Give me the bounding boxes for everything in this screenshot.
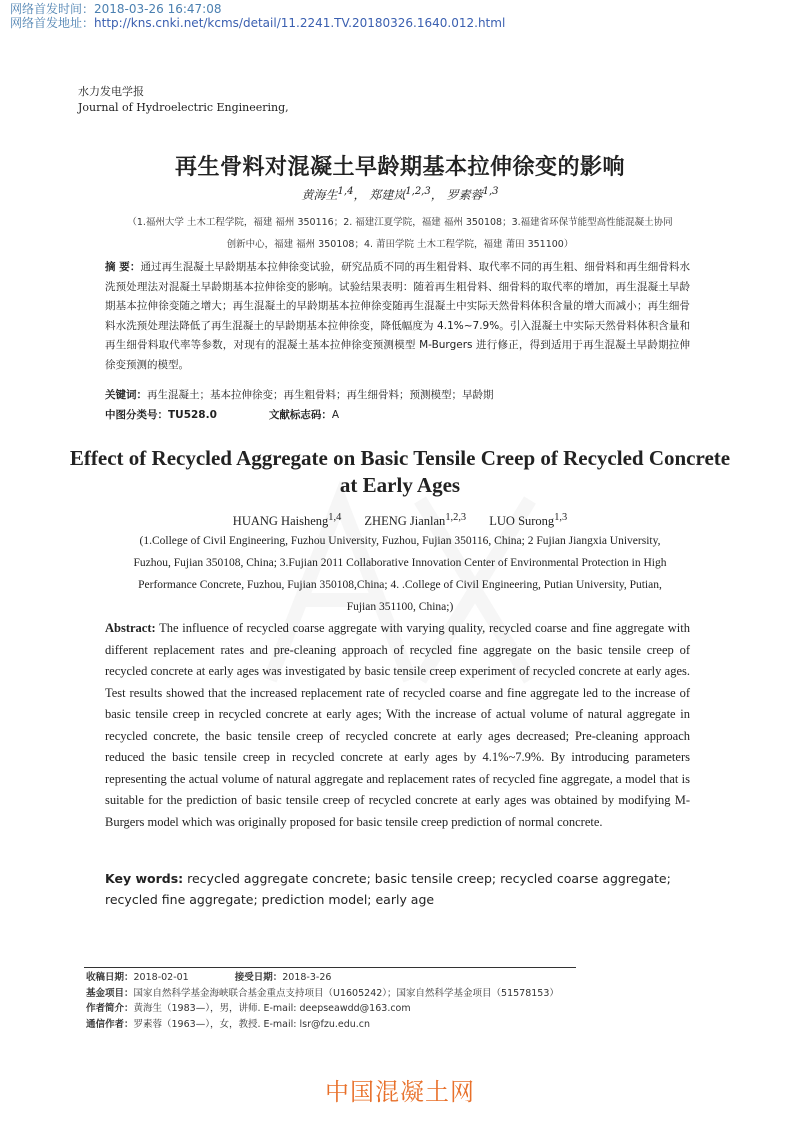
footnote-corresponding [86,1017,706,1033]
author-name: 罗素蓉 [446,188,483,202]
author-affil-sup: 1,4 [328,512,342,523]
footnote-author [86,1001,706,1017]
corresponding-text: 罗素蓉（1963—），女，教授. E-mail: lsr@fzu.edu.cn [133,1018,371,1030]
chinese-keywords [105,386,690,405]
author-affil-sup: 1,3 [554,512,568,523]
journal-name-en: Journal of Hydroelectric Engineering, [78,101,289,114]
accepted-date: 2018-3-26 [282,972,332,983]
footnote-divider [84,967,576,968]
online-first-url-link[interactable]: http://kns.cnki.net/kcms/detail/11.2241.TV.20180326.1640.012.html [94,16,506,30]
english-title: Effect of Recycled Aggregate on Basic Tensile Creep of Recycled Concrete at Early Ages [69,446,731,497]
received-date: 2018-02-01 [133,972,189,983]
affiliation-line: (1.College of Civil Engineering, Fuzhou University, Fuzhou, Fujian 350116, China; 2 Fujian Jiangxia University, [139,535,661,547]
author-affil-sup: 1,4 [337,186,354,197]
keywords-label: 关键词： [105,389,147,401]
author-name: 黄海生 [301,188,338,202]
chinese-affiliations [95,212,705,256]
fund-label: 基金项目： [86,987,134,999]
affiliation-line: Fujian 351100, China;) [346,601,454,613]
received-label: 收稿日期： [86,972,134,983]
accepted-label: 接受日期： [234,972,283,983]
footnote-fund [86,986,706,1002]
affiliation-line: Performance Concrete, Fuzhou, Fujian 350108,China; 4. .College of Civil Engineering, Putian University, Putian, [138,579,662,591]
classification-row [105,406,339,425]
footnote-dates [86,970,706,986]
online-first-url-label: 网络首发地址： [10,16,95,30]
author-name: 郑建岚 [369,188,406,202]
abstract-label: 摘 要： [105,261,141,273]
abstract-text: 通过再生混凝土早龄期基本拉伸徐变试验，研究品质不同的再生粗骨料、取代率不同的再生粗、细骨料和再生细骨料水洗预处理法对混凝土早龄期基本拉伸徐变的影响。试验结果表明：随着再生粗骨料、细骨料的取代率的增加，再生混凝土早龄期基本拉伸徐变随之增大；再生混凝土的早龄期基本拉伸徐变随再生混凝土中实际天然骨料体积含量的增大而减小；再生细骨料水洗预处理法降低了再生混凝土的早龄期基本拉伸徐变，降低幅度为 4.1%~7.9%。引入混凝土中实际天然骨料体积含量和再生细骨料取代率等参数，对现有的混凝土基本拉伸徐变预测模型 M-Burgers 进行修正，得到适用于再生混凝土早龄期拉伸徐变预测的模型。 [105,261,690,371]
keywords-text: 再生混凝土；基本拉伸徐变；再生粗骨料；再生细骨料；预测模型；早龄期 [147,389,494,401]
english-abstract [105,618,690,833]
doc-code-label: 文献标志码： [268,409,332,421]
author-name: LUO Surong [489,514,555,529]
corresponding-label: 通信作者： [86,1018,134,1030]
fund-text: 国家自然科学基金海峡联合基金重点支持项目（U1605242）；国家自然科学基金项目（51578153） [133,987,559,999]
author-bio-label: 作者简介： [86,1003,134,1014]
affiliation-line: 创新中心，福建 福州 350108；4. 莆田学院 土木工程学院，福建 莆田 351100） [226,239,574,250]
keywords-label: Key words: [105,871,184,886]
author-name: HUANG Haisheng [232,514,329,529]
online-first-url-row [10,16,505,30]
author-affil-sup: 1,2,3 [445,512,467,523]
abstract-label: Abstract: [105,621,156,635]
english-authors [0,512,800,529]
affiliation-line: （1.福州大学 土木工程学院，福建 福州 350116；2. 福建江夏学院，福建 福州 350108；3.福建省环保节能型高性能混凝土协同 [127,217,673,228]
site-brand-logo: 中国混凝土网 [325,1078,475,1106]
class-number-label: 中图分类号： [105,409,168,421]
chinese-abstract [105,258,690,375]
english-affiliations [95,530,705,618]
author-bio-text: 黄海生（1983—），男，讲师. E-mail: deepseawdd@163.com [133,1003,411,1014]
journal-name [78,84,289,116]
class-number: TU528.0 [168,409,217,421]
online-first-time: 2018-03-26 16:47:08 [94,2,222,16]
doc-code: A [331,409,340,421]
online-first-info [10,2,505,30]
keywords-text: recycled aggregate concrete; basic tensile creep; recycled coarse aggregate; recycled fine aggregate; prediction model; early age [105,871,671,907]
author-affil-sup: 1,3 [482,186,499,197]
journal-name-cn: 水力发电学报 [78,85,144,98]
chinese-authors: 黄海生$^{1,4}$， 郑建岚$^{1,2,3}$， 罗素蓉$^{1,3}$ [301,186,499,202]
author-name: ZHENG Jianlan [364,514,446,529]
abstract-text: The influence of recycled coarse aggregate with varying quality, recycled coarse and fine aggregate with different replacement rates and pre-cleaning approach of recycled fine aggregate on the basic tensile creep of recycled concrete at early ages was investigated by basic tensile creep experiment of recycled concrete at early ages. Test results showed that the increased replacement rate of recycled coarse and fine aggregate led to the increase of basic tensile creep in recycled concrete at early ages; With the increase of actual volume of natural aggregate in recycled concrete, the basic tensile creep of recycled concrete at early ages decreased; Pre-cleaning approach reduced the basic tensile creep in recycled concrete at early ages by 4.1%~7.9%. By introducing parameters representing the actual volume of natural aggregate and replacement rates of recycled fine aggregate, a model that is suitable for the prediction of basic tensile creep of recycled concrete at early ages was obtained by modifying M-Burgers model which was originally proposed for basic tensile creep prediction of normal concrete. [105,621,690,829]
online-first-time-label: 网络首发时间： [10,2,95,16]
chinese-title: 再生骨料对混凝土早龄期基本拉伸徐变的影响 [174,155,625,180]
footnotes [86,970,706,1032]
online-first-time-row [10,2,505,16]
english-keywords [105,868,690,910]
affiliation-line: Fuzhou, Fujian 350108, China; 3.Fujian 2011 Collaborative Innovation Center of Environmental Protection in High [133,557,667,569]
author-affil-sup: 1,2,3 [405,186,431,197]
